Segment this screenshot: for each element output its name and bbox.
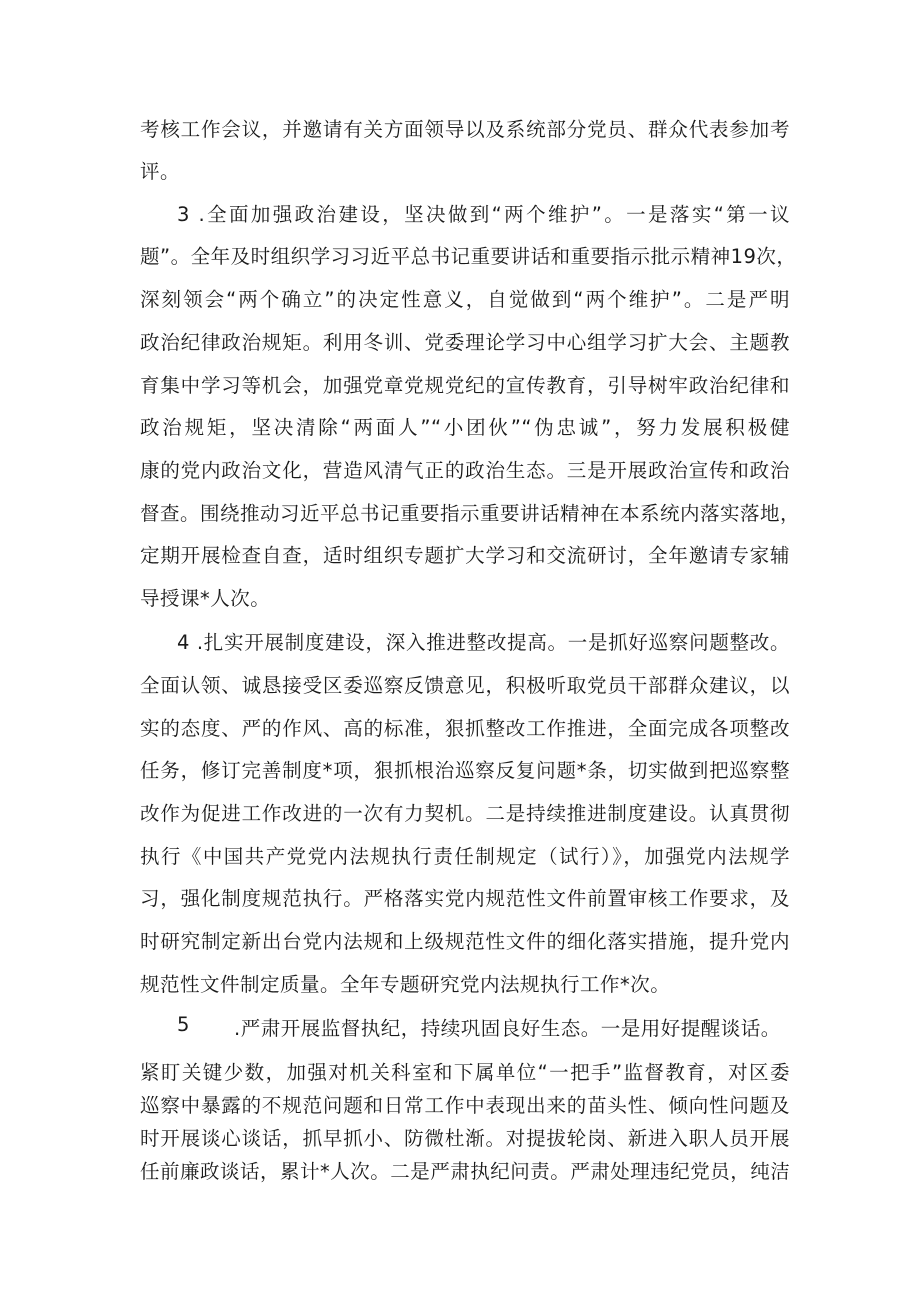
section-3-heading-line: 3 .全面加强政治建设，坚决做到“两个维护”。一是落实“第一议 [177, 203, 790, 226]
section-4-heading-line: 4 .扎实开展制度建设，深入推进整改提高。一是抓好巡察问题整改。 [177, 631, 790, 654]
section-5-heading-line: .严肃开展监督执纪，持续巩固良好生态。一是用好提醒谈话。 [234, 1017, 781, 1040]
paragraph-line: 巡察中暴露的不规范问题和日常工作中表现出来的苗头性、倾向性问题及 [140, 1094, 790, 1117]
paragraph-line: 时研究制定新出台党内法规和上级规范性文件的细化落实措施，提升党内 [140, 930, 790, 953]
paragraph-line: 定期开展检查自查，适时组织专题扩大学习和交流研讨，全年邀请专家辅 [140, 544, 790, 567]
paragraph-line: 规范性文件制定质量。全年专题研究党内法规执行工作*次。 [140, 973, 671, 996]
paragraph-line: 实的态度、严的作风、高的标准，狠抓整改工作推进，全面完成各项整改 [140, 717, 790, 740]
paragraph-line: 紧盯关键少数，加强对机关科室和下属单位“一把手”监督教育，对区委 [140, 1061, 790, 1084]
paragraph-line: 任前廉政谈话，累计*人次。二是严肃执纪问责。严肃处理违纪党员，纯洁 [140, 1160, 791, 1183]
paragraph-line: 督查。围绕推动习近平总书记重要指示重要讲话精神在本系统内落实落地， [140, 502, 801, 525]
paragraph-line: 习，强化制度规范执行。严格落实党内规范性文件前置审核工作要求，及 [140, 887, 790, 910]
paragraph-line: 任务，修订完善制度*项，狠抓根治巡察反复问题*条，切实做到把巡察整 [140, 759, 790, 782]
paragraph-line: 考核工作会议，并邀请有关方面领导以及系统部分党员、群众代表参加考 [140, 118, 790, 141]
paragraph-line: 康的党内政治文化，营造风清气正的政治生态。三是开展政治宣传和政治 [140, 459, 790, 482]
paragraph-line: 全面认领、诚恳接受区委巡察反馈意见，积极听取党员干部群众建议，以 [140, 674, 790, 697]
paragraph-line: 题”。全年及时组织学习习近平总书记重要讲话和重要指示批示精神19次， [140, 245, 797, 268]
section-5-number: 5 [177, 1013, 190, 1036]
paragraph-line: 政治规矩，坚决清除“两面人”“小团伙”“伪忠诚”，努力发展积极健 [140, 416, 790, 439]
paragraph-line: 深刻领会“两个确立”的决定性意义，自觉做到“两个维护”。二是严明 [140, 288, 790, 311]
paragraph-line: 评。 [140, 160, 181, 183]
paragraph-line: 政治纪律政治规矩。利用冬训、党委理论学习中心组学习扩大会、主题教 [140, 331, 790, 354]
paragraph-line: 育集中学习等机会，加强党章党规党纪的宣传教育，引导树牢政治纪律和 [140, 374, 790, 397]
paragraph-line: 改作为促进工作改进的一次有力契机。二是持续推进制度建设。认真贯彻 [140, 802, 790, 825]
paragraph-line: 执行《中国共产党党内法规执行责任制规定（试行）》，加强党内法规学 [140, 845, 790, 868]
paragraph-line: 时开展谈心谈话，抓早抓小、防微杜渐。对提拔轮岗、新进入职人员开展 [140, 1127, 790, 1150]
paragraph-line: 导授课*人次。 [140, 587, 271, 610]
